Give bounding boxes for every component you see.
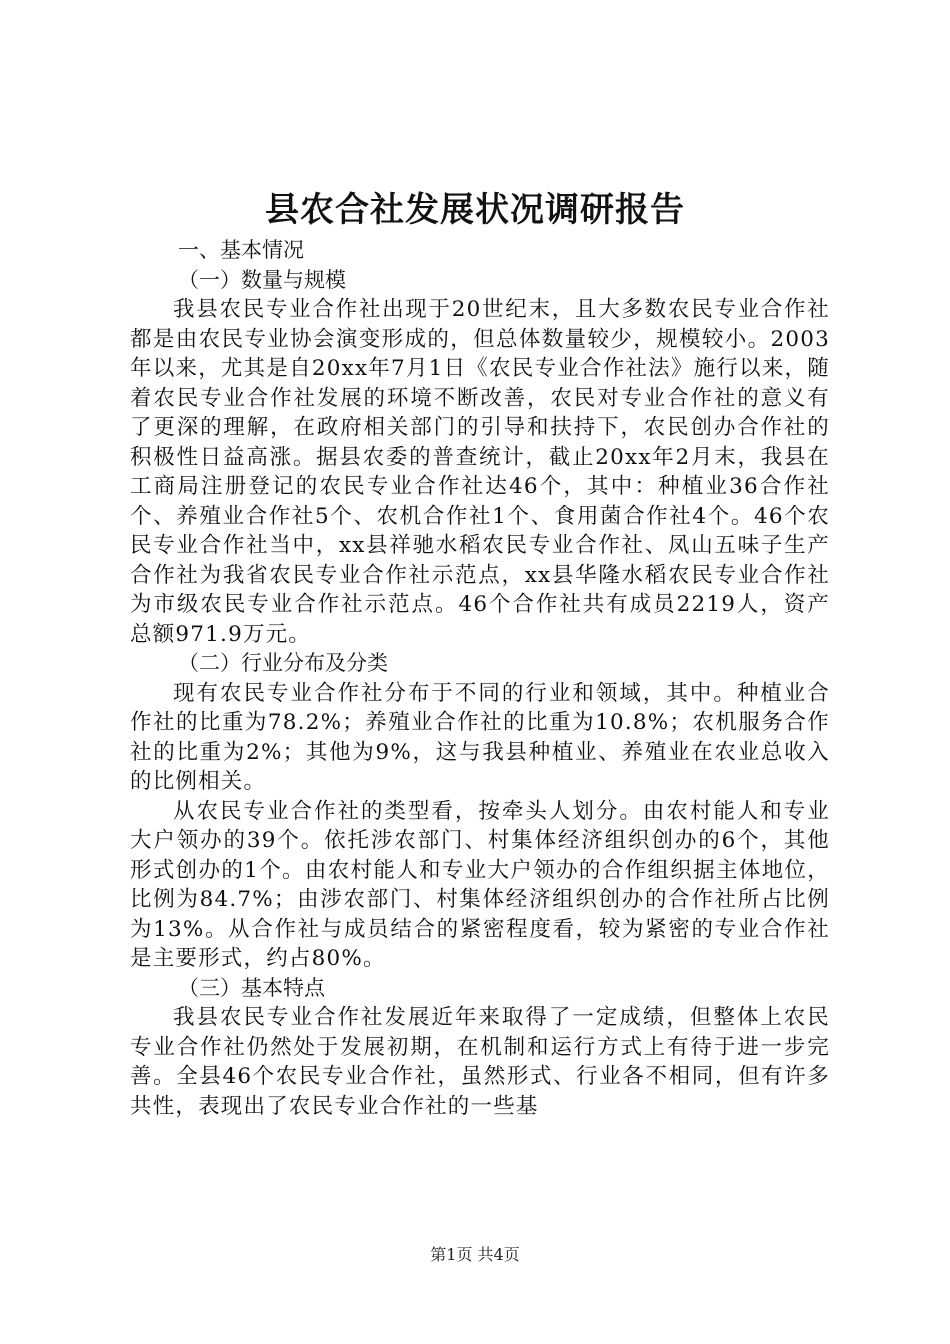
page-number-footer: 第1页 共4页: [430, 1245, 520, 1264]
document-body: [130, 236, 830, 1121]
paragraph-cooperative-types: 从农民专业合作社的类型看，按牵头人划分。由农村能人和专业大户领办的39个。依托涉农部门、村集体经济组织创办的6个，其他形式创办的1个。由农村能人和专业大户领办的合作组织据主体地位，比例为84.7%；由涉农部门、村集体经济组织创办的合作社所占比例为13%。从合作社与成员结合的紧密程度看，较为紧密的专业合作社是主要形式，约占80%。: [130, 798, 830, 971]
document-title: 县农合社发展状况调研报告: [265, 190, 685, 230]
subsection-heading-basic-features: （三）基本特点: [178, 975, 325, 1000]
paragraph-basic-features: 我县农民专业合作社发展近年来取得了一定成绩，但整体上农民专业合作社仍然处于发展初期，在机制和运行方式上有待于进一步完善。全县46个农民专业合作社，虽然形式、行业各不相同，但有许多共性，表现出了农民专业合作社的一些基: [130, 1005, 830, 1119]
paragraph-quantity-scale: 我县农民专业合作社出现于20世纪末，且大多数农民专业合作社都是由农民专业协会演变形成的，但总体数量较少，规模较小。2003年以来，尤其是自20xx年7月1日《农民专业合作社法》施行以来，随着农民专业合作社发展的环境不断改善，农民对专业合作社的意义有了更深的理解，在政府相关部门的引导和扶持下，农民创办合作社的积极性日益高涨。据县农委的普查统计，截止20xx年2月末，我县在工商局注册登记的农民专业合作社达46个，其中：种植业36合作社个、养殖业合作社5个、农机合作社1个、食用菌合作社4个。46个农民专业合作社当中，xx县祥驰水稻农民专业合作社、凤山五味子生产合作社为我省农民专业合作社示范点，xx县华隆水稻农民专业合作社为市级农民专业合作社示范点。46个合作社共有成员2219人，资产总额971.9万元。: [130, 297, 830, 647]
subsection-heading-industry-distribution: （二）行业分布及分类: [178, 651, 388, 675]
subsection-heading-quantity-scale: （一）数量与规模: [178, 267, 346, 292]
paragraph-industry-distribution: 现有农民专业合作社分布于不同的行业和领域，其中。种植业合作社的比重为78.2%；养殖业合作社的比重为10.8%；农机服务合作社的比重为2%；其他为9%，这与我县种植业、养殖业在农业总收入的比例相关。: [130, 680, 830, 794]
section-heading-basic-situation: 一、基本情况: [178, 238, 304, 262]
